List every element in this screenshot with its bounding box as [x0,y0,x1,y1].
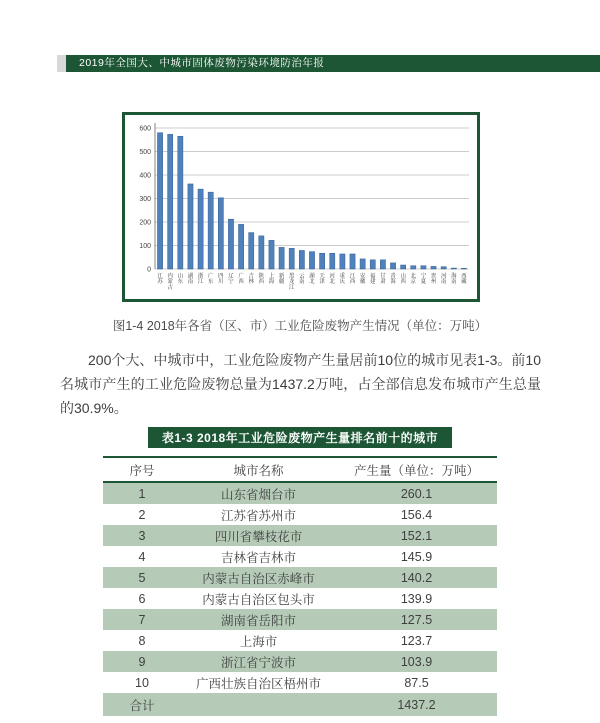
rank-cell: 9 [103,651,181,672]
svg-text:0: 0 [147,266,151,274]
city-cell: 吉林省吉林市 [220,550,296,565]
rank-cell: 4 [138,549,146,564]
rank-cell: 7 [103,609,181,630]
svg-text:辽宁: 辽宁 [228,273,234,286]
city-cell: 浙江省宁波市 [181,651,336,672]
svg-text:福建: 福建 [370,273,376,286]
rank-cell: 6 [138,591,146,606]
svg-text:西藏: 西藏 [461,273,467,286]
rank-cell: 8 [138,633,146,648]
svg-text:陕西: 陕西 [258,273,265,286]
svg-text:湖南: 湖南 [187,273,194,286]
rank-cell: 10 [135,675,149,690]
value-cell: 103.9 [336,651,497,672]
header-accent-block [57,55,66,72]
svg-text:内蒙古: 内蒙古 [167,273,173,291]
total-value-cell: 1437.2 [336,693,497,716]
svg-text:新疆: 新疆 [278,273,285,286]
svg-text:山东: 山东 [177,273,184,286]
table-row [103,525,497,546]
table-header-row [103,457,497,482]
rank-cell: 3 [103,525,181,546]
value-cell: 123.7 [400,633,433,648]
svg-text:甘肃: 甘肃 [380,273,386,286]
value-cell: 260.1 [336,482,497,504]
total-empty-cell [181,693,336,716]
table-row [103,672,497,693]
value-cell: 139.9 [400,591,433,606]
city-cell: 内蒙古自治区赤峰市 [181,567,336,588]
svg-text:600: 600 [139,125,151,133]
city-cell: 四川省攀枝花市 [181,525,336,546]
svg-text:广西: 广西 [238,273,244,286]
svg-text:河北: 河北 [329,273,335,286]
value-cell: 140.2 [336,567,497,588]
header-amount: 产生量（单位：万吨） [336,457,497,482]
svg-text:300: 300 [139,195,151,203]
total-label-cell: 合计 [103,693,181,716]
body-paragraph: 200个大、中城市中，工业危险废物产生量居前10位的城市见表1-3。前10名城市产生的工业危险废物总量为1437.2万吨，占全部信息发布城市产生总量的30.9%。 [60,352,541,416]
table-row [103,651,497,672]
svg-text:海南: 海南 [451,273,457,286]
rank-cell: 5 [103,567,181,588]
city-cell: 湖南省岳阳市 [181,609,336,630]
city-cell: 江苏省苏州市 [220,508,296,523]
header-rank: 序号 [103,457,181,482]
svg-text:200: 200 [139,219,151,227]
svg-text:黑龙江: 黑龙江 [289,273,295,291]
svg-text:吉林: 吉林 [248,273,254,286]
bar-chart-frame [122,112,480,302]
page-header-bar: 2019年全国大、中城市固体废物污染环境防治年报 [66,55,600,72]
bar-chart-svg [125,115,477,299]
city-cell: 上海市 [239,634,278,649]
svg-text:500: 500 [139,148,151,156]
table-row [103,482,497,504]
rank-cell: 2 [138,507,146,522]
svg-text:重庆: 重庆 [339,273,346,286]
svg-text:400: 400 [139,172,151,180]
table-title-wrap [0,427,600,448]
svg-text:贵州: 贵州 [430,273,437,286]
svg-text:云南: 云南 [299,273,305,286]
svg-text:上海: 上海 [268,273,275,286]
table-total-row [103,693,497,716]
rank-cell: 1 [103,482,181,504]
table-title: 表1-3 2018年工业危险废物产生量排名前十的城市 [148,427,452,448]
figure-caption: 图1-4 2018年各省（区、市）工业危险废物产生情况（单位：万吨） [112,319,488,333]
svg-text:湖北: 湖北 [309,273,315,286]
value-cell: 87.5 [404,675,429,690]
svg-text:宁夏: 宁夏 [420,273,427,286]
table-body [103,482,497,693]
table-row [103,588,497,609]
svg-text:北京: 北京 [410,273,416,286]
table-row [103,630,497,651]
table-row [103,546,497,567]
svg-text:河南: 河南 [440,273,447,286]
city-cell: 山东省烟台市 [181,482,336,504]
svg-text:天津: 天津 [319,273,325,286]
value-cell: 152.1 [336,525,497,546]
svg-text:青海: 青海 [390,273,396,286]
value-cell: 127.5 [336,609,497,630]
svg-text:四川: 四川 [218,273,224,286]
svg-text:广东: 广东 [208,273,214,286]
svg-text:浙江: 浙江 [197,273,204,286]
value-cell: 156.4 [400,507,433,522]
svg-text:江西: 江西 [349,273,356,286]
svg-text:安徽: 安徽 [359,273,366,286]
city-cell: 内蒙古自治区包头市 [202,592,315,607]
svg-text:江苏: 江苏 [157,273,163,286]
header-city: 城市名称 [181,457,336,482]
value-cell: 145.9 [400,549,433,564]
table-row [103,609,497,630]
top10-table [103,456,497,716]
svg-text:100: 100 [139,242,151,250]
table-row [103,567,497,588]
svg-text:山西: 山西 [400,273,406,286]
table-row [103,504,497,525]
city-cell: 广西壮族自治区梧州市 [195,676,321,691]
